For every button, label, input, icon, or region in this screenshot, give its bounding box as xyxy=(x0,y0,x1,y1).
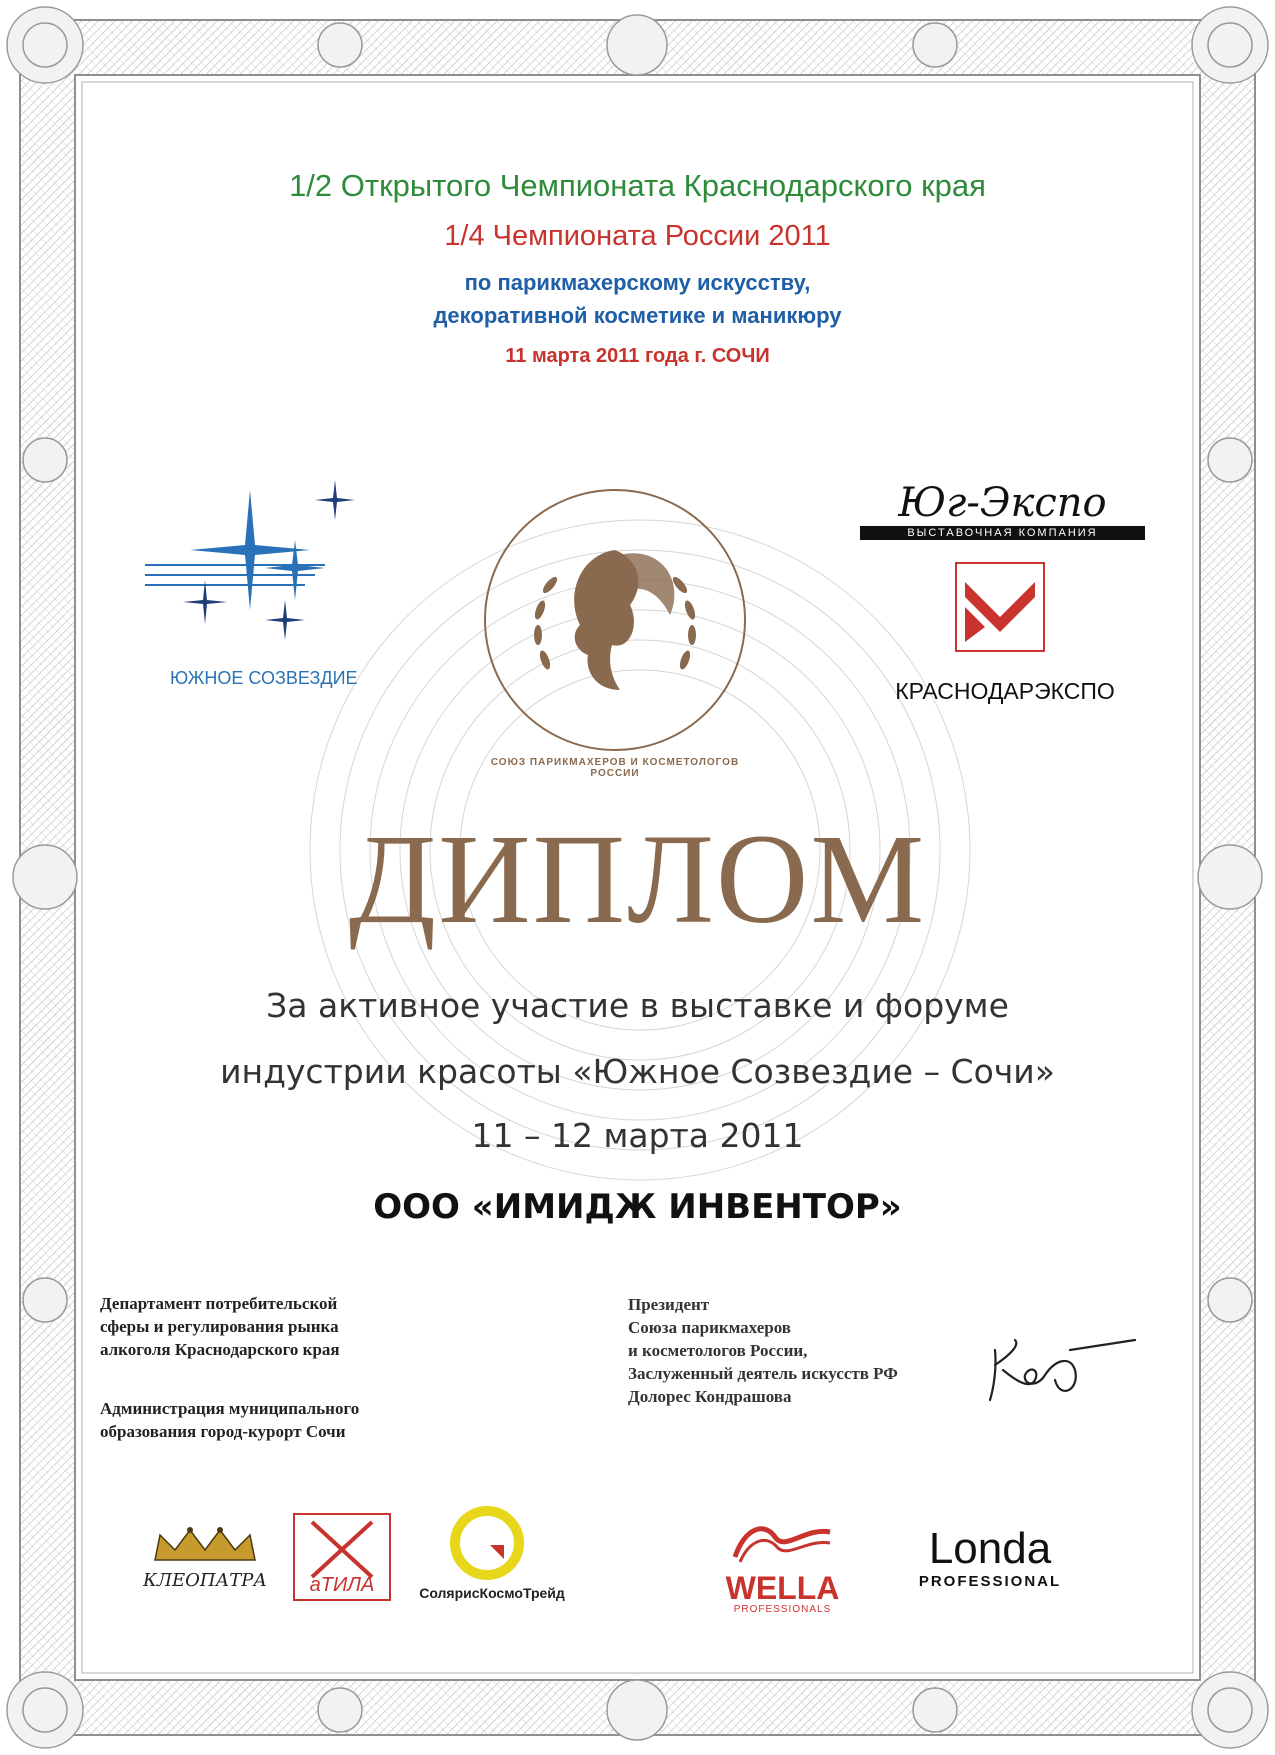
president-line-3: и косметологов России, xyxy=(628,1341,808,1360)
sponsor-atila xyxy=(292,1512,392,1602)
dept-signer xyxy=(100,1292,480,1361)
president-title: Президент xyxy=(628,1295,710,1314)
event-date: 11 марта 2011 года г. СОЧИ xyxy=(505,345,770,367)
logo-yug-expo xyxy=(860,480,1145,540)
admin-line-1: Администрация муниципального xyxy=(100,1399,360,1418)
championship-title: 1/2 Открытого Чемпионата Краснодарского края xyxy=(289,168,986,203)
stars-icon xyxy=(135,470,375,660)
solaris-icon xyxy=(432,1505,542,1580)
crown-icon xyxy=(140,1525,270,1565)
wella-wave-icon xyxy=(705,1517,860,1567)
wella-sub: PROFESSIONALS xyxy=(733,1604,832,1615)
emblem-soyuz xyxy=(470,475,760,779)
award-line-1: За активное участие в выставке и форуме xyxy=(266,986,1009,1025)
sponsor-solaris xyxy=(412,1505,572,1605)
admin-signer xyxy=(100,1397,480,1443)
londa-label: Londa xyxy=(928,1524,1052,1573)
dept-line-1: Департамент потребительской xyxy=(100,1294,338,1313)
president-name: Долорес Кондрашова xyxy=(628,1387,792,1406)
logo-krasnodarexpo xyxy=(955,562,1045,652)
logo-yug-expo-text: Юг-Экспо xyxy=(898,480,1107,526)
admin-line-2: образования город-курорт Сочи xyxy=(100,1422,346,1441)
sponsor-wella xyxy=(705,1517,860,1615)
emblem-circle-icon xyxy=(470,475,760,765)
president-line-4: Заслуженный деятель искусств РФ xyxy=(628,1364,898,1383)
logo-yuzhnoe-sozvezdie xyxy=(135,470,375,700)
dept-line-2: сферы и регулирования рынка xyxy=(100,1317,339,1336)
handwritten-signature xyxy=(975,1320,1145,1410)
atila-label: аТИЛА xyxy=(309,1574,375,1596)
logo-krasnodarexpo-label: КРАСНОДАРЭКСПО xyxy=(895,678,1115,704)
krasnodarexpo-icon xyxy=(955,562,1045,652)
recipient-name: ООО «ИМИДЖ ИНВЕНТОР» xyxy=(373,1187,902,1227)
award-line-2: индустрии красоты «Южное Созвездие – Сочи» xyxy=(220,1052,1055,1091)
kleopatra-label: КЛЕОПАТРА xyxy=(143,1570,267,1591)
president-line-2: Союза парикмахеров xyxy=(628,1318,791,1337)
category-line-2: декоративной косметике и маникюру xyxy=(433,303,842,328)
category-line-1: по парикмахерскому искусству, xyxy=(464,270,811,295)
president-signer xyxy=(628,1293,958,1408)
award-dates: 11 – 12 марта 2011 xyxy=(471,1116,804,1155)
solaris-label: СолярисКосмоТрейд xyxy=(419,1585,565,1601)
wella-label: WELLA xyxy=(725,1570,840,1606)
logo-yug-expo-sub: ВЫСТАВОЧНАЯ КОМПАНИЯ xyxy=(860,526,1145,540)
dept-line-3: алкоголя Краснодарского края xyxy=(100,1340,340,1359)
sponsor-kleopatra xyxy=(140,1525,270,1595)
sponsor-londa xyxy=(905,1525,1075,1605)
londa-sub: PROFESSIONAL xyxy=(918,1573,1062,1590)
championship-russia: 1/4 Чемпионата России 2011 xyxy=(444,220,831,252)
diploma-title: ДИПЛОМ xyxy=(348,808,927,950)
logo-yuzhnoe-label: ЮЖНОЕ СОЗВЕЗДИЕ xyxy=(170,668,358,688)
emblem-label: СОЮЗ ПАРИКМАХЕРОВ И КОСМЕТОЛОГОВ РОССИИ xyxy=(490,757,740,779)
